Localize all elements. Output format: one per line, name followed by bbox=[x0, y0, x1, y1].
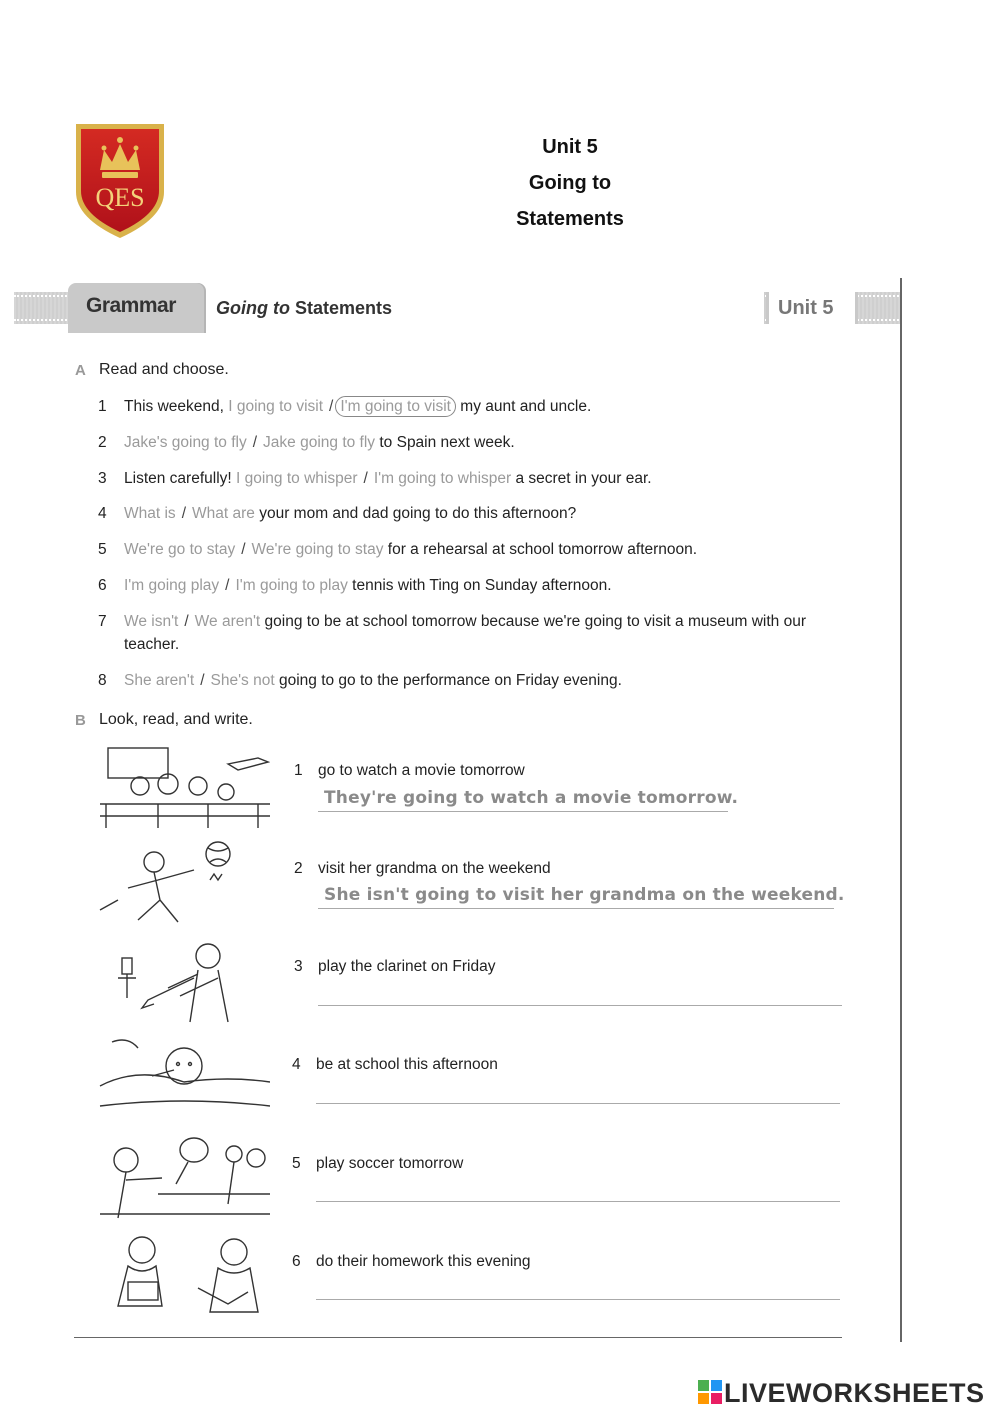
section-b-letter: B bbox=[75, 712, 86, 729]
section-b-title: Look, read, and write. bbox=[99, 711, 253, 728]
prompt bbox=[294, 860, 551, 878]
answer-line bbox=[318, 908, 834, 909]
girl-injured-ball-picture bbox=[98, 840, 270, 926]
prompt-text: go to watch a movie tomorrow bbox=[318, 762, 525, 779]
answer-line-input[interactable] bbox=[316, 1103, 840, 1104]
section-a-item: 1 This weekend, I going to visit / I'm going to visit my aunt and uncle. bbox=[98, 395, 858, 418]
option-two[interactable]: I'm going to play bbox=[235, 577, 348, 594]
prompt-text: play the clarinet on Friday bbox=[318, 958, 496, 975]
item-number: 3 bbox=[98, 470, 107, 487]
answer-line-input[interactable] bbox=[318, 1005, 842, 1006]
item-number: 1 bbox=[98, 398, 107, 415]
topic-italic: Going to bbox=[216, 298, 290, 318]
bottom-rule bbox=[74, 1337, 842, 1338]
topic-label bbox=[216, 298, 392, 319]
option-two[interactable]: We aren't bbox=[194, 613, 261, 630]
section-a-item: 2 Jake's going to fly / Jake going to fly to Spain next week. bbox=[98, 431, 858, 454]
prompt bbox=[294, 958, 495, 976]
answer-line-input[interactable] bbox=[316, 1299, 840, 1300]
option-two[interactable]: I'm going to whisper bbox=[373, 470, 512, 487]
item-text: for a rehearsal at school tomorrow afternoon. bbox=[383, 541, 698, 558]
item-number: 6 bbox=[98, 577, 107, 594]
option-one[interactable]: I going to visit bbox=[228, 398, 324, 415]
prompt-text: do their homework this evening bbox=[316, 1253, 531, 1270]
option-two[interactable]: We're going to stay bbox=[251, 541, 384, 558]
item-text: tennis with Ting on Sunday afternoon. bbox=[347, 577, 612, 594]
item-text: Listen carefully! bbox=[124, 470, 236, 487]
grammar-label: Grammar bbox=[86, 294, 176, 317]
item-text: going to go to the performance on Friday evening. bbox=[274, 672, 622, 689]
item-text: my aunt and uncle. bbox=[456, 398, 592, 415]
prompt-text: be at school this afternoon bbox=[316, 1056, 498, 1073]
boy-clarinet-picture bbox=[98, 938, 270, 1024]
title-topic: Going to bbox=[528, 172, 612, 194]
answer-input[interactable]: She isn't going to visit her grandma on the weekend. bbox=[324, 885, 845, 905]
section-a-item: 5 We're go to stay / We're going to stay for a rehearsal at school tomorrow afternoon. bbox=[98, 538, 858, 561]
prompt bbox=[292, 1056, 498, 1074]
topic-rest: Statements bbox=[295, 298, 393, 318]
title-unit: Unit 5 bbox=[542, 136, 598, 158]
section-a-item: 3 Listen carefully! I going to whisper / I'm going to whisper a secret in your ear. bbox=[98, 467, 858, 490]
liveworksheets-brand[interactable]: LIVEWORKSHEETS bbox=[724, 1378, 985, 1408]
option-one[interactable]: We isn't bbox=[124, 613, 179, 630]
section-a-title: Read and choose. bbox=[99, 361, 229, 378]
section-a-item: 6 I'm going play / I'm going to play tennis with Ting on Sunday afternoon. bbox=[98, 574, 858, 597]
answer-line-input[interactable] bbox=[316, 1201, 840, 1202]
right-margin-rule bbox=[900, 278, 902, 1342]
option-one[interactable]: I going to whisper bbox=[236, 470, 358, 487]
option-two[interactable]: What are bbox=[192, 505, 255, 522]
prompt-number: 2 bbox=[294, 860, 303, 877]
unit-label: Unit 5 bbox=[778, 297, 834, 319]
item-number: 2 bbox=[98, 434, 107, 451]
option-two-selected[interactable]: I'm going to visit bbox=[335, 396, 456, 417]
option-one[interactable]: Jake's going to fly bbox=[124, 434, 247, 451]
prompt-number: 5 bbox=[292, 1155, 301, 1172]
prompt bbox=[294, 762, 525, 780]
answer-input[interactable]: They're going to watch a movie tomorrow. bbox=[324, 788, 739, 808]
kids-tennis-picture bbox=[98, 1134, 270, 1220]
item-text: your mom and dad going to do this afternoon? bbox=[254, 505, 577, 522]
title-subtopic: Statements bbox=[516, 208, 624, 230]
item-number: 5 bbox=[98, 541, 107, 558]
prompt-number: 3 bbox=[294, 958, 303, 975]
item-text: to Spain next week. bbox=[375, 434, 515, 451]
section-a-item: 7 We isn't / We aren't going to be at school tomorrow because we're going to visit a museum with our teacher. bbox=[98, 610, 858, 656]
prompt-number: 6 bbox=[292, 1253, 301, 1270]
item-number: 4 bbox=[98, 505, 107, 522]
sick-boy-in-bed-picture bbox=[98, 1036, 270, 1122]
item-text: going to be at school tomorrow because we're going to visit a museum with our teacher. bbox=[124, 613, 806, 653]
answer-line bbox=[318, 811, 728, 812]
item-text: This weekend, bbox=[124, 398, 229, 415]
item-number: 8 bbox=[98, 672, 107, 689]
option-one[interactable]: I'm going play bbox=[124, 577, 220, 594]
option-one[interactable]: What is bbox=[124, 505, 176, 522]
option-one[interactable]: She aren't bbox=[124, 672, 195, 689]
section-a-item: 4 What is / What are your mom and dad going to do this afternoon? bbox=[98, 502, 858, 525]
cinema-audience-picture bbox=[98, 744, 270, 830]
item-text: a secret in your ear. bbox=[511, 470, 652, 487]
prompt-text: play soccer tomorrow bbox=[316, 1155, 464, 1172]
option-two[interactable]: Jake going to fly bbox=[263, 434, 376, 451]
option-two[interactable]: She's not bbox=[210, 672, 275, 689]
prompt bbox=[292, 1253, 531, 1271]
prompt-text: visit her grandma on the weekend bbox=[318, 860, 551, 877]
prompt-number: 1 bbox=[294, 762, 303, 779]
svg-text:QES: QES bbox=[95, 183, 145, 212]
liveworksheets-logo-icon bbox=[698, 1380, 722, 1404]
option-one[interactable]: We're go to stay bbox=[124, 541, 236, 558]
prompt-number: 4 bbox=[292, 1056, 301, 1073]
section-a-item: 8 She aren't / She's not going to go to the performance on Friday evening. bbox=[98, 669, 858, 692]
item-number: 7 bbox=[98, 613, 107, 630]
prompt bbox=[292, 1155, 463, 1173]
qes-logo bbox=[72, 122, 168, 240]
section-a-letter: A bbox=[75, 362, 86, 379]
kids-reading-picture bbox=[98, 1232, 270, 1318]
